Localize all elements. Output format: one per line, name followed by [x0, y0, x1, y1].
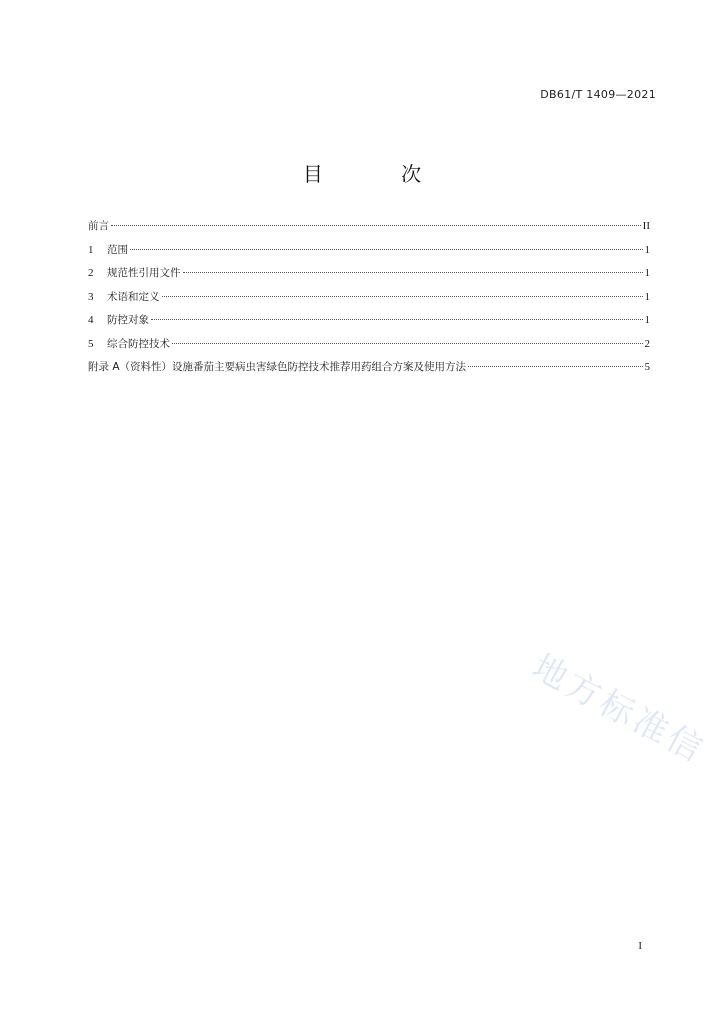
toc-entry-scope[interactable]: [88, 242, 650, 266]
toc-entry-control-targets[interactable]: [88, 312, 650, 336]
toc-entry-appendix-a[interactable]: [88, 359, 650, 383]
page-number: I: [638, 940, 642, 952]
toc-entry-label: 防控对象: [107, 314, 149, 326]
dot-leader: [130, 249, 643, 250]
toc-entry-number: 3: [88, 290, 94, 303]
toc-entry-page: 1: [644, 290, 650, 303]
toc-title: 目 次: [302, 162, 458, 186]
toc-entry-label: 综合防控技术: [107, 337, 170, 350]
toc-entry-page: 1: [644, 267, 650, 279]
toc-entry-page: 5: [644, 361, 650, 373]
toc-entry-number: 2: [88, 267, 94, 279]
toc-entry-page: II: [642, 220, 650, 232]
dot-leader: [111, 225, 641, 226]
toc-entry-label: 术语和定义: [107, 290, 160, 303]
toc-entry-page: 1: [644, 243, 650, 256]
toc-entry-label: 前言: [88, 220, 109, 232]
toc-entry-integrated-control[interactable]: [88, 336, 650, 360]
dot-leader: [183, 272, 643, 273]
toc-entry-label: 范围: [107, 243, 128, 256]
toc-entry-page: 2: [644, 337, 650, 350]
toc-entry-label: 附录 A（资料性）设施番茄主要病虫害绿色防控技术推荐用药组合方案及使用方法: [88, 361, 467, 373]
table-of-contents: [88, 218, 650, 383]
toc-entry-number: 1: [88, 243, 94, 256]
document-code: DB61/T 1409—2021: [540, 88, 656, 101]
dot-leader: [162, 296, 643, 297]
toc-entry-normative-references[interactable]: [88, 265, 650, 289]
watermark: 地方标准信: [525, 647, 713, 772]
toc-entry-terms-definitions[interactable]: [88, 289, 650, 313]
toc-entry-number: 5: [88, 337, 94, 350]
dot-leader: [151, 319, 643, 320]
dot-leader: [172, 343, 643, 344]
toc-entry-label: 规范性引用文件: [107, 267, 181, 279]
dot-leader: [468, 366, 642, 367]
toc-entry-page: 1: [644, 314, 650, 326]
toc-entry-number: 4: [88, 314, 94, 326]
toc-entry-foreword[interactable]: [88, 218, 650, 242]
